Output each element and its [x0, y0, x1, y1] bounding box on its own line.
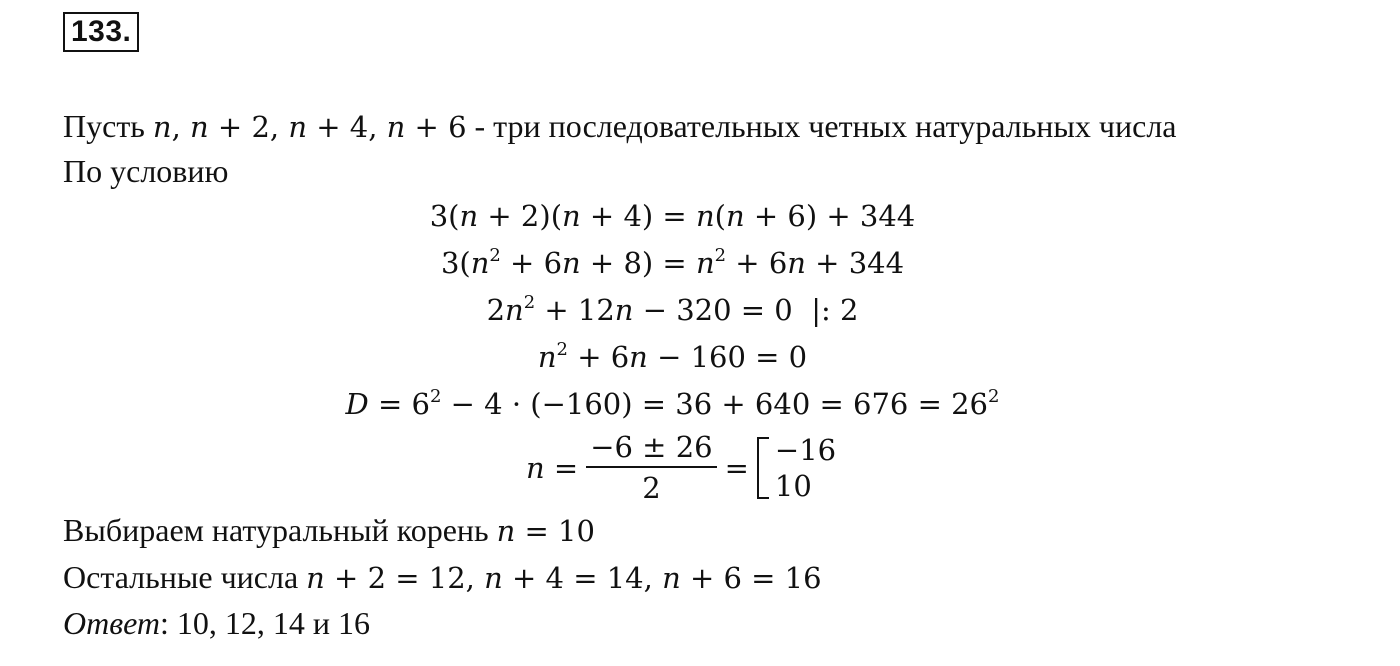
equation-2: $3(n^2 + 6n + 8) = n^2 + 6n + 344$	[440, 244, 905, 280]
condition-label: По условию	[63, 153, 229, 189]
root-2: 10	[774, 469, 812, 503]
equation-4: $n^2 + 6n - 160 = 0$	[537, 338, 808, 374]
answer-line	[63, 603, 370, 643]
choose-math: n = 10	[496, 514, 595, 548]
equation-3: $2n^2 + 12n - 320 = 0$ |: 2	[486, 291, 859, 327]
others-text: Остальные числа	[63, 559, 299, 595]
equation-1: 3(n + 2)(n + 4) = n(n + 6) + 344	[429, 199, 916, 233]
intro-vars: n, n + 2, n + 4, n + 6	[152, 110, 467, 144]
set-bracket	[757, 437, 769, 499]
answer-label: Ответ	[63, 605, 160, 641]
choose-text: Выбираем натуральный корень	[63, 512, 489, 548]
roots-set	[757, 432, 836, 504]
roots-lhs: n =	[526, 451, 579, 485]
choose-line	[63, 510, 595, 551]
intro-line	[63, 106, 1177, 147]
problem-number: 133.	[63, 12, 139, 52]
root-1: −16	[774, 433, 837, 467]
others-math: n + 2 = 12, n + 4 = 14, n + 6 = 16	[306, 561, 822, 595]
roots-equation	[0, 428, 1345, 508]
fraction-numerator: −6 ± 26	[590, 430, 713, 464]
intro-prefix: Пусть	[63, 108, 145, 144]
intro-suffix: - три последовательных четных натуральных числа	[474, 108, 1177, 144]
roots-fraction	[586, 430, 716, 506]
roots-eq-sign: =	[724, 451, 749, 485]
answer-value: : 10, 12, 14 и 16	[160, 605, 371, 641]
discriminant-equation: $D = 6^2 - 4 \cdot (-160) = 36 + 640 = 676 = 26^2$	[345, 385, 1000, 421]
fraction-denominator: 2	[642, 471, 661, 505]
others-line	[63, 557, 822, 598]
